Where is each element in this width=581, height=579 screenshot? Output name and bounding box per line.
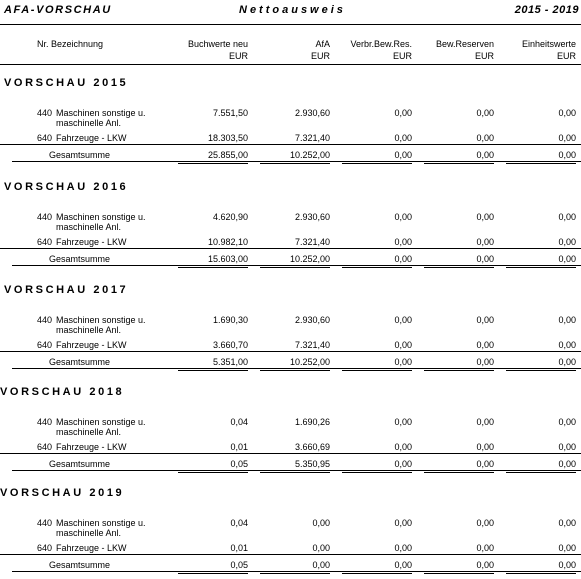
cell-bew-reserven: 0,00 bbox=[476, 108, 494, 118]
total-buchwerte: 15.603,00 bbox=[207, 254, 248, 264]
cell-buchwerte: 0,04 bbox=[230, 518, 248, 528]
account-number: 640 bbox=[36, 133, 52, 143]
account-name bbox=[56, 340, 127, 350]
total-double-underline bbox=[424, 573, 494, 574]
table-row bbox=[0, 212, 581, 238]
cell-verbr-bew-res: 0,00 bbox=[394, 108, 412, 118]
cell-afa: 1.690,26 bbox=[294, 417, 330, 427]
section-title: VORSCHAU 2016 bbox=[4, 181, 129, 193]
total-double-underline bbox=[342, 163, 412, 164]
cell-verbr-bew-res: 0,00 bbox=[394, 340, 412, 350]
total-double-underline bbox=[178, 267, 248, 268]
account-name-line: Maschinen sonstige u. bbox=[56, 315, 146, 325]
cell-bew-reserven: 0,00 bbox=[476, 417, 494, 427]
account-number: 640 bbox=[36, 442, 52, 452]
total-double-underline bbox=[506, 267, 576, 268]
section-title: VORSCHAU 2018 bbox=[0, 386, 125, 398]
cell-verbr-bew-res: 0,00 bbox=[394, 315, 412, 325]
total-afa: 10.252,00 bbox=[289, 254, 330, 264]
total-underline bbox=[12, 368, 581, 369]
total-double-underline bbox=[424, 163, 494, 164]
account-name bbox=[56, 315, 146, 335]
cell-verbr-bew-res: 0,00 bbox=[394, 417, 412, 427]
total-rule bbox=[0, 453, 581, 454]
total-double-underline bbox=[260, 163, 330, 164]
account-name bbox=[56, 518, 146, 538]
cell-einheitswerte: 0,00 bbox=[558, 237, 576, 247]
column-header-buchwerte-unit: EUR bbox=[228, 51, 248, 61]
report-title: AFA-VORSCHAU bbox=[4, 4, 112, 16]
total-verbr-bew-res: 0,00 bbox=[394, 357, 412, 367]
cell-buchwerte: 0,01 bbox=[230, 543, 248, 553]
cell-bew-reserven: 0,00 bbox=[476, 237, 494, 247]
total-buchwerte: 5.351,00 bbox=[212, 357, 248, 367]
column-header-nr-bezeichnung: Nr. Bezeichnung bbox=[37, 39, 104, 49]
total-rule bbox=[0, 351, 581, 352]
cell-afa: 2.930,60 bbox=[294, 108, 330, 118]
total-verbr-bew-res: 0,00 bbox=[394, 150, 412, 160]
cell-einheitswerte: 0,00 bbox=[558, 108, 576, 118]
column-header-verbr-bew-res-unit: EUR bbox=[392, 51, 412, 61]
total-label: Gesamtsumme bbox=[49, 254, 111, 264]
total-einheitswerte: 0,00 bbox=[558, 357, 576, 367]
cell-buchwerte: 10.982,10 bbox=[207, 237, 248, 247]
cell-bew-reserven: 0,00 bbox=[476, 518, 494, 528]
column-header-bew-reserven-unit: EUR bbox=[474, 51, 494, 61]
total-bew-reserven: 0,00 bbox=[476, 560, 494, 570]
total-double-underline bbox=[178, 573, 248, 574]
cell-buchwerte: 3.660,70 bbox=[212, 340, 248, 350]
section-title: VORSCHAU 2015 bbox=[4, 77, 129, 89]
cell-einheitswerte: 0,00 bbox=[558, 315, 576, 325]
account-number: 440 bbox=[36, 417, 52, 427]
total-double-underline bbox=[506, 472, 576, 473]
account-number: 640 bbox=[36, 237, 52, 247]
cell-buchwerte: 0,01 bbox=[230, 442, 248, 452]
total-double-underline bbox=[260, 370, 330, 371]
total-bew-reserven: 0,00 bbox=[476, 150, 494, 160]
total-afa: 10.252,00 bbox=[289, 150, 330, 160]
total-bew-reserven: 0,00 bbox=[476, 357, 494, 367]
total-double-underline bbox=[342, 573, 412, 574]
account-name bbox=[56, 108, 146, 128]
total-afa: 5.350,95 bbox=[294, 459, 330, 469]
cell-einheitswerte: 0,00 bbox=[558, 212, 576, 222]
account-number: 640 bbox=[36, 340, 52, 350]
column-header-einheitswerte-unit: EUR bbox=[556, 51, 576, 61]
cell-einheitswerte: 0,00 bbox=[558, 340, 576, 350]
table-row bbox=[0, 108, 581, 134]
account-name-line: maschinelle Anl. bbox=[56, 427, 122, 437]
account-number: 440 bbox=[36, 108, 52, 118]
cell-einheitswerte: 0,00 bbox=[558, 442, 576, 452]
account-number: 640 bbox=[36, 543, 52, 553]
cell-verbr-bew-res: 0,00 bbox=[394, 518, 412, 528]
total-double-underline bbox=[260, 267, 330, 268]
total-afa: 10.252,00 bbox=[289, 357, 330, 367]
total-buchwerte: 0,05 bbox=[230, 560, 248, 570]
total-double-underline bbox=[260, 573, 330, 574]
total-rule bbox=[0, 248, 581, 249]
account-name-line: maschinelle Anl. bbox=[56, 528, 122, 538]
total-double-underline bbox=[178, 163, 248, 164]
total-double-underline bbox=[424, 267, 494, 268]
account-name-line: Fahrzeuge - LKW bbox=[56, 237, 127, 247]
cell-afa: 2.930,60 bbox=[294, 315, 330, 325]
table-row bbox=[0, 518, 581, 544]
cell-bew-reserven: 0,00 bbox=[476, 442, 494, 452]
total-bew-reserven: 0,00 bbox=[476, 254, 494, 264]
cell-buchwerte: 1.690,30 bbox=[212, 315, 248, 325]
total-label: Gesamtsumme bbox=[49, 560, 111, 570]
total-underline bbox=[12, 161, 581, 162]
total-verbr-bew-res: 0,00 bbox=[394, 254, 412, 264]
report-year-range: 2015 - 2019 bbox=[514, 4, 579, 16]
account-name-line: Maschinen sonstige u. bbox=[56, 212, 146, 222]
cell-afa: 2.930,60 bbox=[294, 212, 330, 222]
total-verbr-bew-res: 0,00 bbox=[394, 560, 412, 570]
total-label: Gesamtsumme bbox=[49, 459, 111, 469]
total-rule bbox=[0, 554, 581, 555]
cell-einheitswerte: 0,00 bbox=[558, 133, 576, 143]
total-underline bbox=[12, 265, 581, 266]
cell-buchwerte: 0,04 bbox=[230, 417, 248, 427]
total-buchwerte: 0,05 bbox=[230, 459, 248, 469]
cell-afa: 3.660,69 bbox=[294, 442, 330, 452]
total-double-underline bbox=[342, 267, 412, 268]
column-header-buchwerte: Buchwerte neu bbox=[187, 39, 248, 49]
total-double-underline bbox=[178, 370, 248, 371]
total-bew-reserven: 0,00 bbox=[476, 459, 494, 469]
table-row bbox=[0, 417, 581, 443]
column-header-afa: AfA bbox=[315, 39, 330, 49]
account-number: 440 bbox=[36, 212, 52, 222]
account-name-line: maschinelle Anl. bbox=[56, 118, 122, 128]
cell-buchwerte: 4.620,90 bbox=[212, 212, 248, 222]
total-label: Gesamtsumme bbox=[49, 357, 111, 367]
total-einheitswerte: 0,00 bbox=[558, 150, 576, 160]
table-row bbox=[0, 315, 581, 341]
account-name-line: Fahrzeuge - LKW bbox=[56, 442, 127, 452]
cell-bew-reserven: 0,00 bbox=[476, 315, 494, 325]
total-double-underline bbox=[424, 472, 494, 473]
total-double-underline bbox=[178, 472, 248, 473]
account-number: 440 bbox=[36, 518, 52, 528]
section-title: VORSCHAU 2019 bbox=[0, 487, 125, 499]
total-label: Gesamtsumme bbox=[49, 150, 111, 160]
account-name bbox=[56, 237, 127, 247]
account-name bbox=[56, 133, 127, 143]
account-name-line: Fahrzeuge - LKW bbox=[56, 340, 127, 350]
cell-verbr-bew-res: 0,00 bbox=[394, 212, 412, 222]
cell-einheitswerte: 0,00 bbox=[558, 417, 576, 427]
account-name-line: Fahrzeuge - LKW bbox=[56, 133, 127, 143]
cell-bew-reserven: 0,00 bbox=[476, 212, 494, 222]
cell-buchwerte: 18.303,50 bbox=[207, 133, 248, 143]
total-einheitswerte: 0,00 bbox=[558, 254, 576, 264]
account-name bbox=[56, 442, 127, 452]
cell-einheitswerte: 0,00 bbox=[558, 518, 576, 528]
cell-einheitswerte: 0,00 bbox=[558, 543, 576, 553]
column-header-einheitswerte: Einheitswerte bbox=[521, 39, 576, 49]
cell-afa: 0,00 bbox=[312, 543, 330, 553]
report-subtitle: Nettoausweis bbox=[239, 4, 346, 16]
cell-verbr-bew-res: 0,00 bbox=[394, 237, 412, 247]
account-name-line: Maschinen sonstige u. bbox=[56, 518, 146, 528]
total-double-underline bbox=[506, 370, 576, 371]
total-underline bbox=[12, 470, 581, 471]
cell-afa: 0,00 bbox=[312, 518, 330, 528]
account-name-line: Fahrzeuge - LKW bbox=[56, 543, 127, 553]
total-double-underline bbox=[342, 370, 412, 371]
cell-bew-reserven: 0,00 bbox=[476, 543, 494, 553]
column-header-rule bbox=[0, 64, 581, 65]
account-name bbox=[56, 212, 146, 232]
account-name-line: maschinelle Anl. bbox=[56, 325, 122, 335]
account-name bbox=[56, 417, 146, 437]
total-double-underline bbox=[260, 472, 330, 473]
total-verbr-bew-res: 0,00 bbox=[394, 459, 412, 469]
total-afa: 0,00 bbox=[312, 560, 330, 570]
total-double-underline bbox=[424, 370, 494, 371]
account-number: 440 bbox=[36, 315, 52, 325]
total-einheitswerte: 0,00 bbox=[558, 560, 576, 570]
cell-buchwerte: 7.551,50 bbox=[212, 108, 248, 118]
account-name-line: Maschinen sonstige u. bbox=[56, 417, 146, 427]
section-title: VORSCHAU 2017 bbox=[4, 284, 129, 296]
cell-verbr-bew-res: 0,00 bbox=[394, 133, 412, 143]
cell-afa: 7.321,40 bbox=[294, 340, 330, 350]
total-underline bbox=[12, 571, 581, 572]
total-double-underline bbox=[506, 573, 576, 574]
cell-verbr-bew-res: 0,00 bbox=[394, 442, 412, 452]
column-header-bew-reserven: Bew.Reserven bbox=[435, 39, 494, 49]
total-einheitswerte: 0,00 bbox=[558, 459, 576, 469]
header-rule bbox=[0, 24, 581, 25]
total-rule bbox=[0, 144, 581, 145]
column-header-verbr-bew-res: Verbr.Bew.Res. bbox=[350, 39, 412, 49]
cell-afa: 7.321,40 bbox=[294, 237, 330, 247]
cell-bew-reserven: 0,00 bbox=[476, 340, 494, 350]
total-buchwerte: 25.855,00 bbox=[207, 150, 248, 160]
total-double-underline bbox=[342, 472, 412, 473]
account-name-line: maschinelle Anl. bbox=[56, 222, 122, 232]
cell-bew-reserven: 0,00 bbox=[476, 133, 494, 143]
account-name bbox=[56, 543, 127, 553]
column-header-afa-unit: EUR bbox=[310, 51, 330, 61]
cell-verbr-bew-res: 0,00 bbox=[394, 543, 412, 553]
cell-afa: 7.321,40 bbox=[294, 133, 330, 143]
total-double-underline bbox=[506, 163, 576, 164]
account-name-line: Maschinen sonstige u. bbox=[56, 108, 146, 118]
